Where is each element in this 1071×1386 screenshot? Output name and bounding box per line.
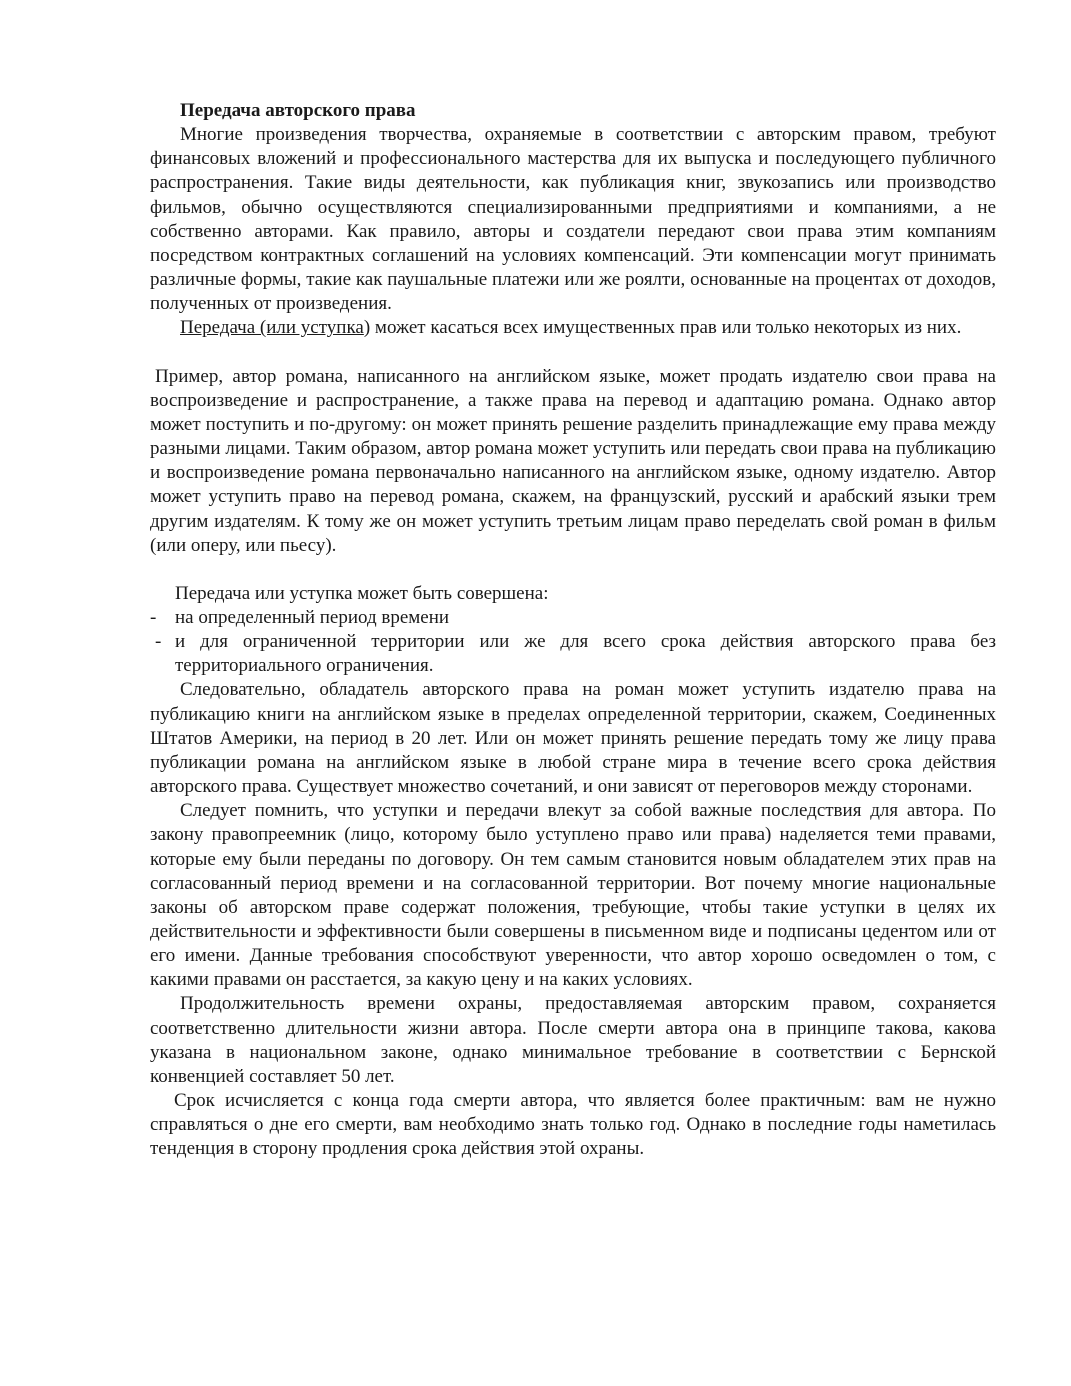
paragraph-term-calculation: Срок исчисляется с конца года смерти автора, что является более практичным: вам не нужно справляться о дне его смерти, вам необходимо знать только год. Однако в последние годы наметилась тенденция в сторону продления срока действия этой охраны.: [150, 1090, 996, 1160]
paragraph-transfer-scope-text: ) может касаться всех имущественных прав или только некоторых из них.: [363, 317, 962, 339]
paragraph-example: Пример, автор романа, написанного на английском языке, может продать издателю свои права на воспроизведение и распространение, а также права на перевод и адаптацию романа. Однако автор может поступить и по-другому: он может принять решение разделить принадлежащие ему права между разными лицами. Таким образом, автор романа может уступить или передать свои права на публикацию и воспроизведение романа первоначально написанного на английском языке, одному издателю. Автор может уступить право на перевод романа, скажем, на французский, русский и арабский языки трем другим издателям. К тому же он может уступить третьим лицам право переделать свой роман в фильм (или оперу, или пьесу).: [150, 365, 996, 556]
list-bullet: -: [150, 606, 157, 628]
paragraph-intro: Многие произведения творчества, охраняемые в соответствии с авторским правом, требуют финансовых вложений и профессионального мастерства для их выпуска и последующего публичного распространения. Такие виды деятельности, как публикация книг, звукозапись или производство фильмов, обычно осуществляются специализированными предприятиями и компаниями, а не собственно авторами. Как правило, авторы и создатели передают свои права этим компаниям посредством контрактных соглашений на условиях компенсаций. Эти компенсации могут принимать различные формы, такие как паушальные платежи или же роялти, основанные на процентах от доходов, полученных от произведения.: [150, 124, 996, 315]
spacer: [150, 341, 996, 365]
list-item-text: на определенный период времени: [175, 606, 450, 628]
spacer: [150, 558, 996, 582]
paragraph-transfer-scope: [150, 316, 996, 340]
list-item: [150, 630, 996, 678]
list-bullet: -: [155, 631, 162, 653]
underlined-term: Передача (или уступка: [180, 317, 364, 339]
list-item-text: и для ограниченной территории или же для всего срока действия авторского права без территориального ограничения.: [175, 631, 996, 677]
document-page: [150, 99, 996, 1162]
list-item: [150, 606, 996, 630]
paragraph-consequences: Следует помнить, что уступки и передачи влекут за собой важные последствия для автора. По закону правопреемник (лицо, которому было уступлено право или права) наделяется теми правами, которые ему были переданы по договору. Он тем самым становится новым обладателем этих прав на согласованный период времени и на согласованной территории. Вот почему многие национальные законы об авторском праве содержат положения, требующие, чтобы такие уступки в целях их действительности и эффективности были совершены в письменном виде и подписаны цедентом или от его имени. Данные требования способствуют уверенности, что автор хорошо осведомлен о том, с какими правами он расстается, за какую цену и на каких условиях.: [150, 800, 996, 991]
paragraph-duration: Продолжительность времени охраны, предоставляемая авторским правом, сохраняется соответственно длительности жизни автора. После смерти автора она в принципе такова, какова указана в национальном законе, однако минимальное требование в соответствии с Бернской конвенцией составляет 50 лет.: [150, 993, 996, 1087]
list-intro: Передача или уступка может быть совершена:: [175, 582, 549, 604]
conditions-list: [150, 606, 996, 678]
paragraph-consequently: Следовательно, обладатель авторского права на роман может уступить издателю права на публикацию книги на английском языке в пределах определенной территории, скажем, Соединенных Штатов Америки, на период в 20 лет. Или он может принять решение передать тому же лицу права публикации романа на английском языке в любой стране мира в течение всего срока действия авторского права. Существует множество сочетаний, и они зависят от переговоров между сторонами.: [150, 679, 996, 798]
document-heading: Передача авторского права: [180, 100, 416, 121]
